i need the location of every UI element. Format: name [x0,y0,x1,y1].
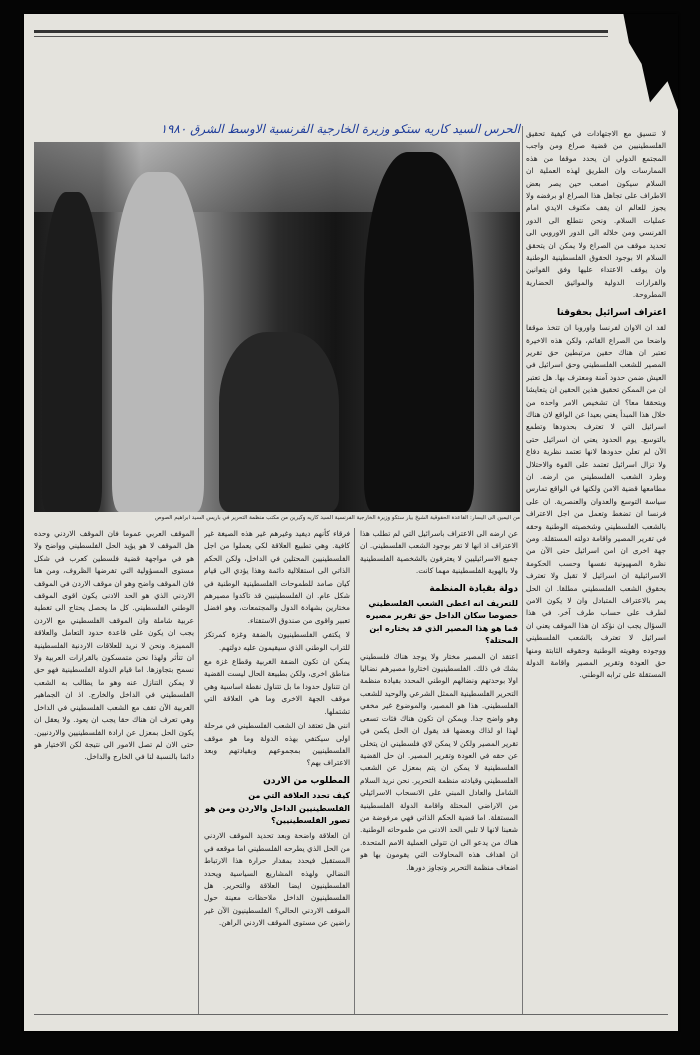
column-divider-left [198,528,199,1014]
column-middle-body: اعتقد ان المصير مختار ولا يوجد هناك فلسطيني بشك في ذلك. الفلسطينيون اختاروا مصيرهم نضاليا اولا بوحدتهم ونضالهم الوطني المحدد بقيادة منظمة التحرير الفلسطينية الممثل الشرعي والوحيد للشعب الفلسطيني. هذا هو المصير، والموضوع غير مخفي وهو واضح جدا. ويمكن ان تكون هناك فئات تسعى لهذا او لذاك وبعضها قد يقول ان الحل يكمن في تقرير المصير ولكن لا يمكن لاي فلسطيني ان يتخلى عن حقه في العودة وتقرير المصير. ان حل القضية الفلسطينية لا يمكن ان يتم بمعزل عن الشعب الفلسطيني وقيادته منظمة التحرير. نحن نريد السلام الشامل والعادل المبني على الانسحاب الاسرائيلي من الاراضي المحتلة واقامة الدولة الفلسطينية المستقلة. اما قضية الحكم الذاتي فهي مرفوضة من شعبنا لانها لا تلبي الحد الادنى من طموحاته الوطنية. هناك من يدعو الى ان تتولى العملية الامم المتحدة. ان اهداف هذه المحاولات التي يقومون بها هو اضعاف منظمة التحرير وتجاوز دورها. [360,651,518,872]
photo-figure-seated [219,332,339,512]
photo-caption: من اليمين الى اليسار: القاعدة الحقوقية الشيخ بيار ستكو وزيرة الخارجية الفرنسية السيد كاريه وكيرين من مكتب منظمة التحرير في باريس السيد ابراهيم الصوص [154,515,520,521]
column-left-middle-intro: فرقاء كأنهم ديفيد وغيرهم غير هذه الصيغة غير كافية. وهي تطبيع العلاقة لكي يعملوا من اجل الفلسطينيين المحتلين في الداخل، ولكن الحكم الذاتي الى استقلالية دائمة وهذا يؤدي الى قيام كيان صامد للطموحات الفلسطينية الوطنية في شكل عام. ان الفلسطينيين قد تاكدوا مصيرهم مختارين بشهادة الدول والمجتمعات، وهو افضل تعبير واقوى من صندوق الاستفتاء. [204,529,350,625]
photo-figure-light-suit [112,172,204,512]
column-divider-right [522,126,523,1014]
newspaper-clipping [24,14,678,1031]
column-right [526,128,666,1014]
column-left-middle [204,528,350,1014]
header-rule-thin [34,36,608,37]
footer-rule [34,1014,668,1015]
handwritten-note: الحرس السيد كاريه ستكو وزيرة الخارجية الفرنسية الاوسط الشرق ١٩٨٠ [160,122,520,136]
question-jordan: كيف تحدد العلاقة التي من الفلسطينيين الداخل والاردن ومن هو تصور الفلسطينيين؟ [204,791,350,825]
column-right-intro: لا تنسيق مع الاجتهادات في كيفية تحقيق الفلسطينيين من قضية صراع ومن واجب المجتمع الدولي ان يحدد موقفا من هذه الممارسات وان الطريق لهذه العملية ان السلام سيكون اصعب حين يصر بعض الاطراف على تجاهل هذا الصراع او برفضه ولا يجوز للعالم ان يقف مكتوف الايدي امام عمليات السلام. ونحن نتطلع الى الدور الفرنسي ومن خلاله الى الدور الاوروبي الى تحديد موقف من الصراع ولا يمكن ان يتحقق السلام الا بوجود الحقوق الفلسطينية الوطنية وان يوقف الاعتداء عليها وفق القوانين والقرارات الدولية والمواثيق الحضارية المطروحة. [526,129,666,300]
column-middle-intro: عن ارضه الى الاعتراف باسرائيل التي لم تطلب هذا الاعتراف اذ انها لا تقر بوجود الشعب الفلسطيني. ان جميع الاسرائيليين لا يعترفون بالشخصية الفلسطينية ولا بالهوية الفلسطينية مهما كانت. [360,529,518,576]
photo-figure-left [42,192,102,512]
photo-figure-right [364,152,474,512]
news-photo [34,142,520,512]
question-self-determination: للتعريف انه اعطى الشعب الفلسطيني خصوصا سكان الداخل حق تقرير مصيره فما هو هذا المصير الذي قد يختاره ابن المحتلة؟ [365,599,518,646]
point-3: انني هل تعتقد ان الشعب الفلسطيني في مرحلة اولى سيكتفي بهذه الدولة وما هو موقف الفلسطينيين بمجموعهم وبقيادتهم وبعد الاعتراف بهم؟ [204,721,350,768]
column-middle [360,528,518,1014]
heading-jordan: المطلوب من الاردن [263,775,350,786]
heading-state-plo: دولة بقيادة المنظمة [429,583,518,594]
torn-corner [608,14,678,110]
heading-israel-recognition: اعتراف اسرائيل بحقوقنا [557,307,666,318]
column-left-text: الموقف العربي عموما فان الموقف الاردني وحده هل الموقف لا هو يؤيد الحل الفلسطيني وواضح ولا هو في مواجهة قضية فلسطين كعرب في شكل مستوى المسؤولية التي تفرضها الظروف، ومن هنا فان الموقف واضح وهو ان موقف الاردن في الموقف الاردني الذي هو الحد الادنى يكون اقوى الموقف الوطني الفلسطيني. كل ما يحصل يحتاج الى تغطية عربية شاملة وان الموقف الفلسطيني مع الاردن يجب ان يكون على قاعدة حدود التعامل والعلاقة المميزة. ونحن لا نريد للعلاقات الاردنية الفلسطينية ان تتأثر ولهذا نحن متمسكون بالقرارات العربية ولا نسمح بتجاوزها. اما قيام الدولة الفلسطينية فهو حق لا يمكن التنازل عنه وهو ما يطالب به الشعب الفلسطيني في الداخل والخارج. اذ ان الجماهير العربية الآن تقف مع الشعب الفلسطيني في الداخل وهي تعرف ان هناك حقا يجب ان يعود. ولا يعقل ان يكون الحل بمعزل عن ارادة الفلسطينيين والاردنيين. حتى الان لم تصل الامور الى نتيجة لكن الاختيار هو دائما بالنسبة لنا في الخارج والداخل. [34,529,194,762]
column-left-middle-body: ان العلاقة واضحة وبعد تحديد الموقف الاردني من الحل الذي يطرحه الفلسطيني اما موقعه في المستقبل فيحدد بمقدار حرارة هذا الارتباط النضالي ولهذه المشاريع السياسية ويحدد الفلسطينيون ايضا العلاقة والتحرير. هل الفلسطينيون الداخل ملاحظات معينة حول الموقف الاردني الحالي؟ الفلسطينيون الآن غير راضين عن مستوى الموقف الاردني الراهن. [204,831,350,928]
column-divider-middle [354,528,355,1014]
point-2: يمكن ان تكون الضفة الغربية وقطاع غزة مع مناطق اخرى، ولكن بطبيعة الحال ليست القضية ان تتناول حدودا ما بل تتناول نقطة اساسية وهي موقف الجهة الاخرى وما هي العلاقة التي تشتملها. [204,657,350,716]
column-right-body: لقد ان الاوان لفرنسا واوروبا ان تتخذ موقفا واضحا من الصراع القائم، ولكن هذه الاخيرة تعتبر ان هناك حقين مرتبطين حق تقرير المصير للشعب الفلسطيني وحق اسرائيل في العيش ضمن حدود آمنة ومعترف بها. هل تعتبر ان من الممكن تحقيق هذين الحقين ان يتعايشا ويتحققا معا؟ ان تشخيص الامر واحده من خلال هذا المبدأ يعني بعيدا عن الواقع لان هناك اسرائيل التي لا تعترف بحدودها وتطمع بالتوسع. يوم الحدود يعني ان اسرائيل حتى الآن لم تعلن حدودها لانها تعتمد نظرية دفاع ولا تزال اسرائيل تعتمد على القوة والاحتلال وطرد الشعب الفلسطيني من ارضه. ان مطامعها قضية الامن ولكنها في الواقع تمارس سياسة التوسع والعدوان والعنصرية. ان على فرنسا ان تضغط وتعمل من اجل الاعتراف بالشعب الفلسطيني وشخصيته الوطنية وحقه في تقرير المصير واقامة دولته المستقلة. ومن جهة اخرى ان امن اسرائيل حتى الآن من نظرة الصهيونية نفسها وحسب الحكومة الاسرائيلية ان اسرائيل لا تقبل ولا تعترف بحقوق الشعب الفلسطيني مطلقا. ان الحل يمر بالاعتراف المتبادل وان لا يكون الامن لطرف على حساب طرف آخر. في هذا السؤال يجب ان نؤكد ان هذا الموقف يعني ان اسرائيل لا تعترف بالشعب الفلسطيني ووجوده وهويته الوطنية وحقوقه الثابتة ومنها حق العودة وتقرير المصير واقامة الدولة المستقلة على ترابه الوطني. [526,323,666,680]
point-1: لا يكتفي الفلسطينيون بالضفة وغزة كمرتكز للتراب الوطني الذي سيقيمون عليه دولتهم. [204,630,350,652]
header-rule [34,30,608,33]
column-left [34,528,194,1014]
